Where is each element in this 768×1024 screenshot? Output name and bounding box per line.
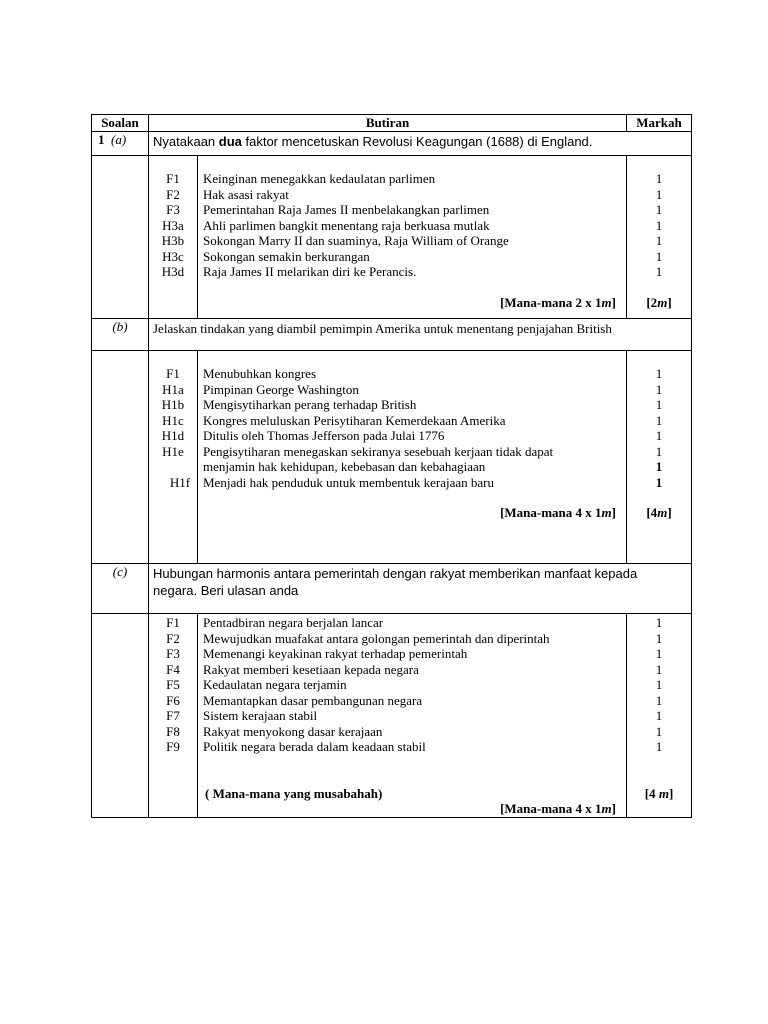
mark-column-c: 1 1 1 1 1 1 1 1 1 [4 m] xyxy=(627,614,692,818)
list-item: Memenangi keyakinan rakyat terhadap pemerintah xyxy=(203,646,468,661)
header-soalan: Soalan xyxy=(92,115,149,132)
answer-column-a xyxy=(198,156,627,319)
list-item: Kongres meluluskan Perisytiharan Kemerdekaan Amerika xyxy=(203,412,506,428)
list-item: Keinginan menegakkan kedaulatan parlimen xyxy=(203,171,436,186)
question-text-a: Nyatakaan dua faktor mencetuskan Revolusi Keagungan (1688) di England. xyxy=(149,132,692,156)
question-row-c xyxy=(92,564,692,614)
mark-column-b: 1 1 1 1 1 1 1 1 [4m] xyxy=(627,351,692,564)
answer-column-c xyxy=(198,614,627,818)
answer-column-b xyxy=(198,351,627,564)
list-item: Sokongan semakin berkurangan xyxy=(203,248,370,264)
list-item: Kedaulatan negara terjamin xyxy=(203,677,347,692)
list-item: Rakyat memberi kesetiaan kepada negara xyxy=(203,661,419,677)
list-item: Pengisytiharan menegaskan sekiranya sesebuah kerjaan tidak dapat xyxy=(203,443,554,459)
answer-row-b xyxy=(92,351,692,564)
question-number-c: (c) xyxy=(92,564,149,614)
question-row-a xyxy=(92,132,692,156)
list-item: Sistem kerajaan stabil xyxy=(203,708,318,723)
total-label-b: [Mana-mana 4 x 1m] xyxy=(500,505,616,520)
list-item: Mewujudkan muafakat antara golongan pemerintah dan diperintah xyxy=(203,630,550,646)
question-text-c: Hubungan harmonis antara pemerintah dengan rakyat memberikan manfaat kepada negara. Beri ulasan anda xyxy=(149,564,692,614)
question-number-b: (b) xyxy=(92,319,149,351)
list-item: Sokongan Marry II dan suaminya, Raja William of Orange xyxy=(203,233,509,248)
total-mark-c: [4 m] xyxy=(644,785,674,801)
list-item: Rakyat menyokong dasar kerajaan xyxy=(203,723,383,739)
answer-row-c xyxy=(92,614,692,818)
total-label-c: [Mana-mana 4 x 1m] xyxy=(500,801,616,816)
list-item: Raja James II melarikan diri ke Perancis. xyxy=(203,264,417,279)
list-item: Mengisytiharkan perang terhadap British xyxy=(203,397,417,412)
list-item: Menjadi hak penduduk untuk membentuk kerajaan baru xyxy=(203,474,494,490)
list-item: Ahli parlimen bangkit menentang raja berkuasa mutlak xyxy=(203,217,490,233)
total-label-a: [Mana-mana 2 x 1m] xyxy=(500,294,616,310)
code-column-b: F1 H1a H1b H1c H1d H1e H1f xyxy=(149,351,198,564)
mark-column-a: 1 1 1 1 1 1 1 [2m] xyxy=(627,156,692,319)
code-column-c: F1 F2 F3 F4 F5 F6 F7 F8 F9 xyxy=(149,614,198,818)
list-item: Memantapkan dasar pembangunan negara xyxy=(203,692,423,708)
list-item: menjamin hak kehidupan, kebebasan dan kebahagiaan xyxy=(203,459,486,474)
list-item: Pemerintahan Raja James II menbelakangkan parlimen xyxy=(203,202,490,217)
list-item: Hak asasi rakyat xyxy=(203,186,289,202)
note-label-c: ( Mana-mana yang musabahah) xyxy=(205,785,383,801)
header-butiran: Butiran xyxy=(149,115,627,132)
list-item: Menubuhkan kongres xyxy=(203,366,317,381)
total-mark-b: [4m] xyxy=(646,505,672,520)
list-item: Pimpinan George Washington xyxy=(203,381,359,397)
question-text-b: Jelaskan tindakan yang diambil pemimpin Amerika untuk menentang penjajahan British xyxy=(149,319,692,351)
list-item: Pentadbiran negara berjalan lancar xyxy=(203,615,384,630)
code-column-a: F1 F2 F3 H3a H3b H3c H3d xyxy=(149,156,198,319)
list-item: Ditulis oleh Thomas Jefferson pada Julai 1776 xyxy=(203,428,445,443)
question-row-b xyxy=(92,319,692,351)
question-number-a: 1 (a) xyxy=(92,132,149,156)
answer-row-a xyxy=(92,156,692,319)
total-mark-a: [2m] xyxy=(646,294,672,310)
list-item: Politik negara berada dalam keadaan stabil xyxy=(203,739,426,754)
header-row xyxy=(92,115,692,132)
marking-scheme-table xyxy=(91,114,692,818)
header-markah: Markah xyxy=(627,115,692,132)
